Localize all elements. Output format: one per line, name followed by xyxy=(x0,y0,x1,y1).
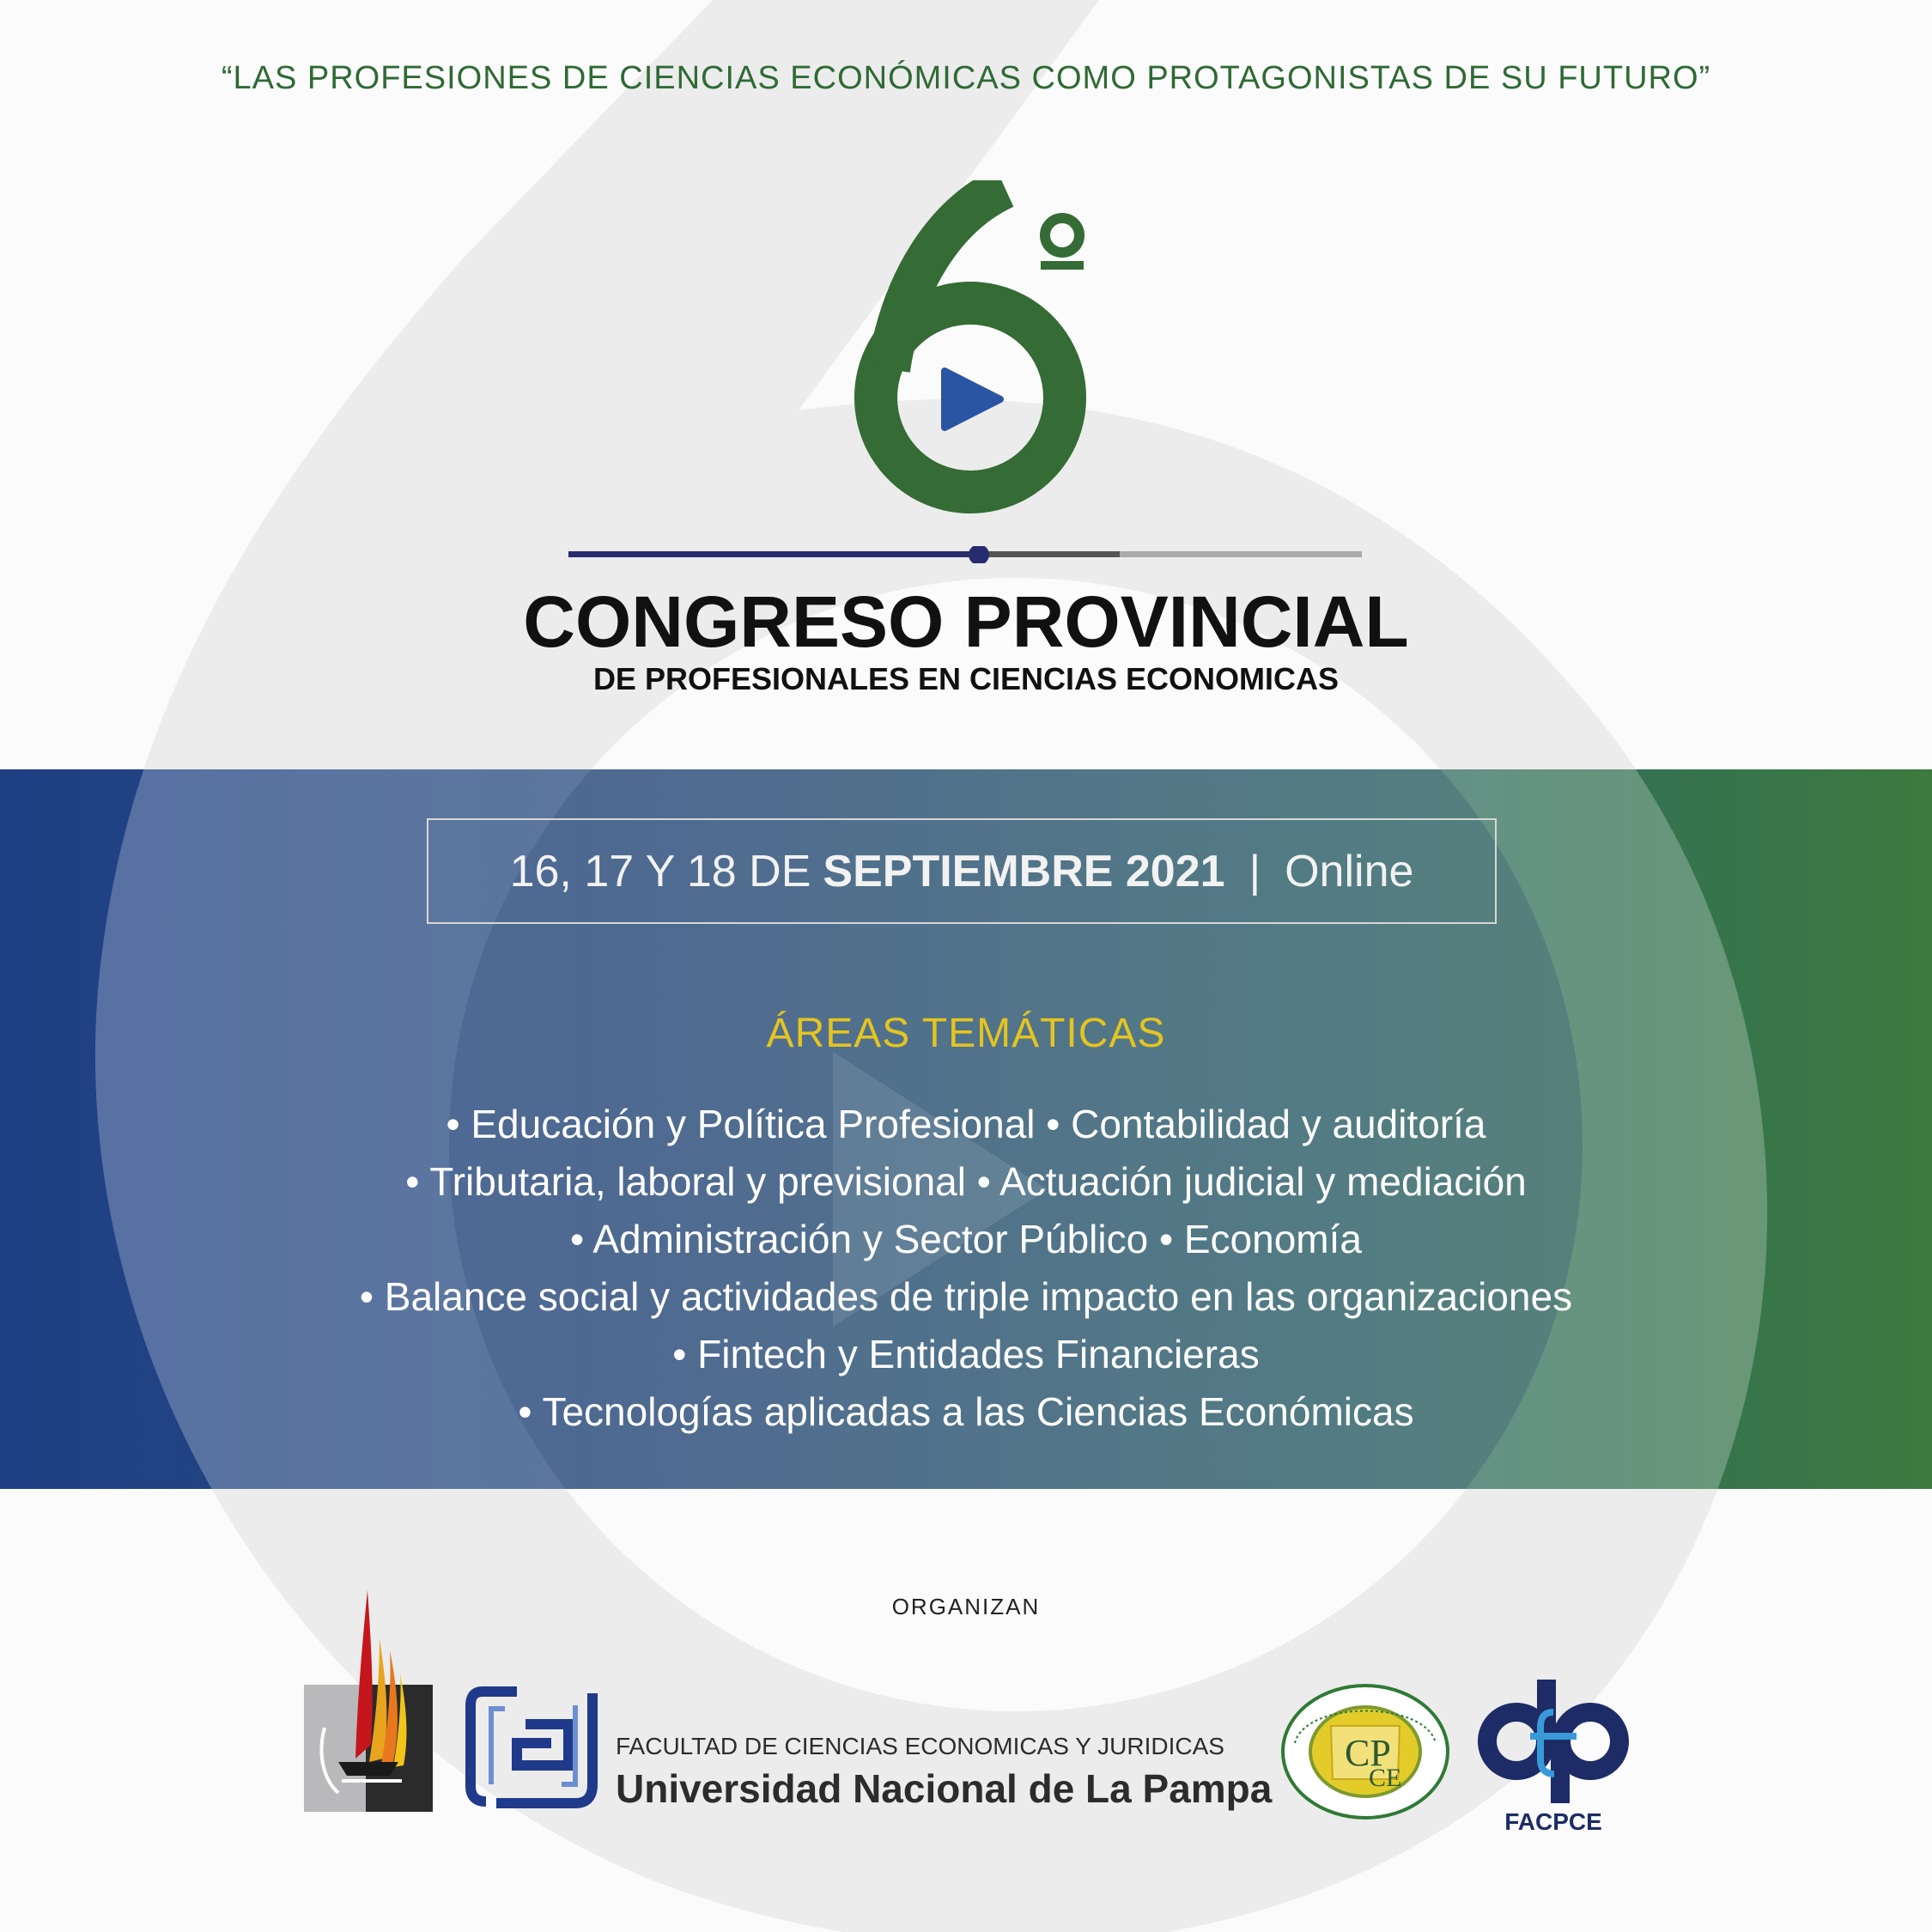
date-box xyxy=(427,818,1497,924)
cpce-monogram: CP xyxy=(1345,1732,1391,1774)
area-line: • Administración y Sector Público • Economía xyxy=(570,1217,1362,1261)
play-icon xyxy=(945,371,1000,428)
page-subtitle: DE PROFESIONALES EN CIENCIAS ECONOMICAS xyxy=(592,661,1340,696)
edition-six-logo xyxy=(841,180,1099,515)
area-line: • Tecnologías aplicadas a las Ciencias Económicas xyxy=(518,1389,1414,1434)
area-line: • Tributaria, laboral y previsional • Actuación judicial y mediación xyxy=(405,1159,1527,1204)
ordinal-sign xyxy=(1041,218,1084,270)
event-mode: Online xyxy=(1285,846,1414,896)
progress-bar xyxy=(568,546,1362,563)
fceyj-logo xyxy=(465,1683,599,1812)
areas-list xyxy=(0,1096,1932,1441)
facpce-logo xyxy=(1473,1674,1633,1803)
areas-title: ÁREAS TEMÁTICAS xyxy=(766,1011,1166,1056)
date-separator: | xyxy=(1249,846,1261,896)
university-name: Universidad Nacional de La Pampa xyxy=(616,1766,1273,1811)
area-line: • Balance social y actividades de triple impacto en las organizaciones xyxy=(359,1274,1573,1319)
unlpam-flame-logo xyxy=(304,1590,433,1812)
page-title: CONGRESO PROVINCIAL xyxy=(523,581,1409,662)
area-line: • Fintech y Entidades Financieras xyxy=(672,1332,1260,1376)
area-line: • Educación y Política Profesional • Contabilidad y auditoría xyxy=(446,1102,1486,1146)
facpce-label: FACPCE xyxy=(1504,1808,1602,1835)
cpce-seal-logo xyxy=(1279,1683,1451,1820)
unlpam-name xyxy=(616,1733,1272,1812)
tagline: “LAS PROFESIONES DE CIENCIAS ECONÓMICAS COMO PROTAGONISTAS DE SU FUTURO” xyxy=(221,60,1711,96)
organizers-label: ORGANIZAN xyxy=(891,1594,1041,1619)
faculty-name: FACULTAD DE CIENCIAS ECONOMICAS Y JURIDICAS xyxy=(616,1733,1224,1759)
date-days: 16, 17 Y 18 DE xyxy=(509,846,811,896)
date-month-year: SEPTIEMBRE 2021 xyxy=(823,846,1225,896)
svg-text:CE: CE xyxy=(1369,1764,1402,1792)
progress-knob xyxy=(969,546,989,563)
